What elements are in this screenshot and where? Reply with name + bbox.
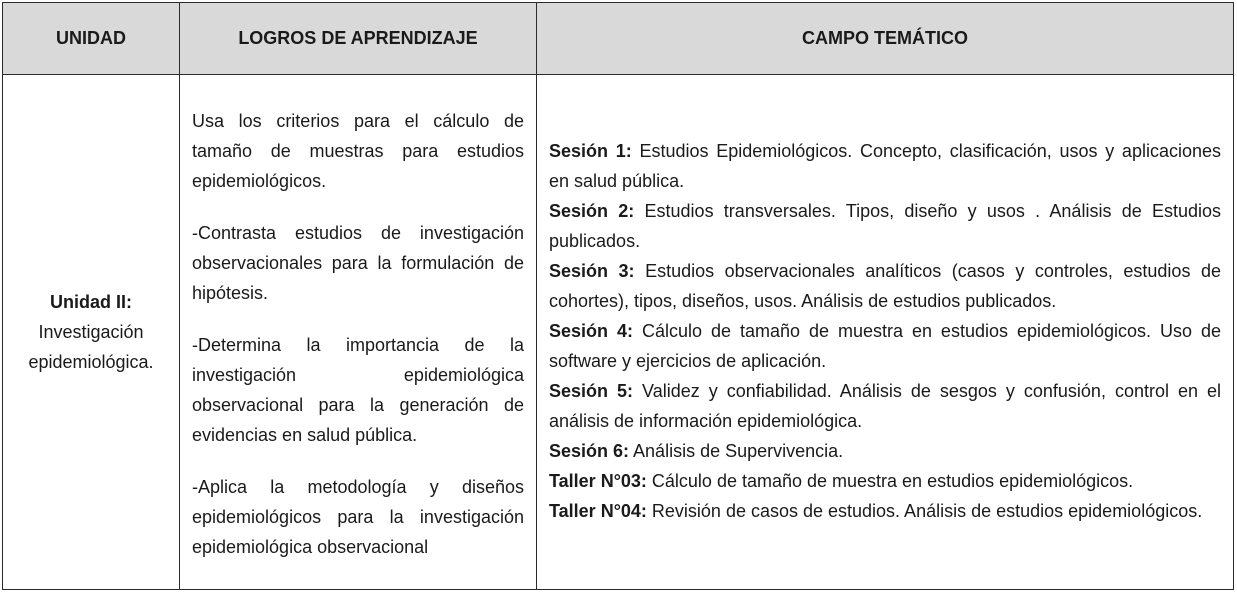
campo-cell	[537, 75, 1234, 590]
campo-item-text: Estudios Epidemiológicos. Concepto, clasificación, usos y aplicaciones en salud pública.	[549, 141, 1221, 191]
campo-item-text: Validez y confiabilidad. Análisis de sesgos y confusión, control en el análisis de información epidemiológica.	[549, 381, 1221, 431]
logro-item: Usa los criterios para el cálculo de tamaño de muestras para estudios epidemiológicos.	[192, 111, 524, 191]
campo-item-text: Revisión de casos de estudios. Análisis de estudios epidemiológicos.	[646, 501, 1203, 521]
campo-item	[549, 376, 1221, 436]
logro-item: -Determina la importancia de la investigación epidemiológica observacional para la generación de evidencias en salud pública.	[192, 335, 524, 445]
campo-item-label: Taller N°03:	[549, 471, 647, 491]
campo-item	[549, 466, 1221, 496]
logro-item: -Aplica la metodología y diseños epidemiológicos para la investigación epidemiológica observacional	[192, 477, 524, 557]
campo-item-label: Sesión 4:	[549, 321, 633, 341]
campo-item-text: Cálculo de tamaño de muestra en estudios epidemiológicos.	[646, 471, 1134, 491]
unidad-description: Investigación epidemiológica.	[28, 322, 154, 372]
campo-item-label: Sesión 6:	[549, 441, 630, 461]
header-row	[3, 3, 1234, 75]
header-unidad: UNIDAD	[3, 3, 180, 75]
campo-item-label: Sesión 5:	[549, 381, 634, 401]
campo-item	[549, 256, 1221, 316]
campo-item	[549, 196, 1221, 256]
campo-item-text: Estudios transversales. Tipos, diseño y usos . Análisis de Estudios publicados.	[549, 201, 1221, 251]
campo-item-text: Cálculo de tamaño de muestra en estudios epidemiológicos. Uso de software y ejercicios de aplicación.	[549, 321, 1221, 371]
logros-cell	[180, 75, 537, 590]
campo-item	[549, 136, 1221, 196]
syllabus-table	[2, 2, 1234, 590]
campo-item-label: Sesión 1:	[549, 141, 632, 161]
campo-item	[549, 496, 1221, 526]
campo-item	[549, 316, 1221, 376]
unidad-cell	[3, 75, 180, 590]
header-logros: LOGROS DE APRENDIZAJE	[180, 3, 537, 75]
campo-item	[549, 436, 1221, 466]
campo-item-label: Sesión 2:	[549, 201, 635, 221]
campo-item-text: Estudios observacionales analíticos (casos y controles, estudios de cohortes), tipos, diseños, usos. Análisis de estudios publicados.	[549, 261, 1221, 311]
campo-item-label: Sesión 3:	[549, 261, 635, 281]
logro-item: -Contrasta estudios de investigación observacionales para la formulación de hipótesis.	[192, 223, 524, 303]
unidad-title: Unidad II:	[50, 292, 132, 312]
campo-item-label: Taller N°04:	[549, 501, 647, 521]
header-campo: CAMPO TEMÁTICO	[537, 3, 1234, 75]
content-row	[3, 75, 1234, 590]
campo-item-text: Análisis de Supervivencia.	[629, 441, 844, 461]
